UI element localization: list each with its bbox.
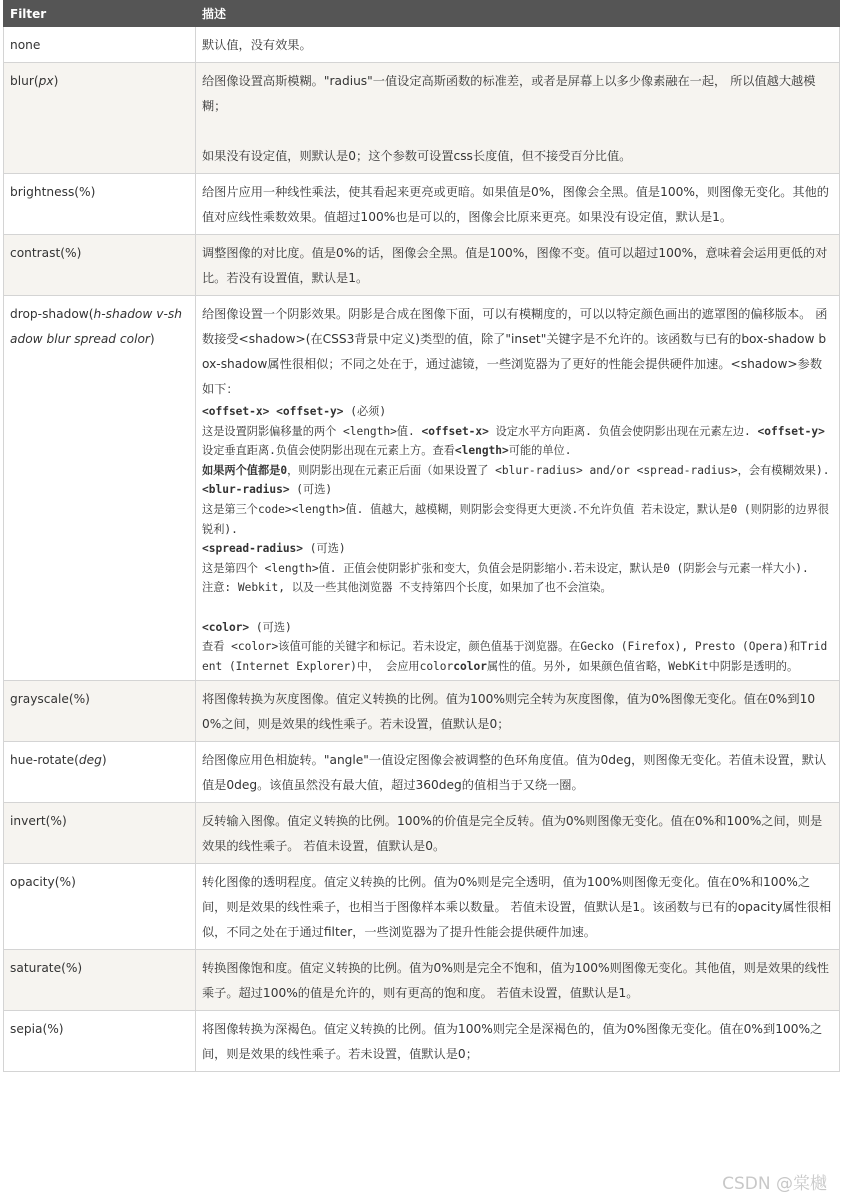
desc-text: 调整图像的对比度。值是0%的话，图像会全黑。值是100%，图像不变。值可以超过100%，意味着会运用更低的对比。若没有设置值，默认是1。 xyxy=(202,246,828,285)
desc-text: 如果没有设定值，则默认是0；这个参数可设置css长度值，但不接受百分比值。 xyxy=(202,149,632,163)
filter-name: brightness(%) xyxy=(4,174,196,235)
filter-description xyxy=(196,864,840,950)
table-row xyxy=(4,803,840,864)
desc-text: 给图像设置一个阴影效果。阴影是合成在图像下面，可以有模糊度的，可以以特定颜色画出的遮罩图的偏移版本。 函数接受<shadow>(在CSS3背景中定义)类型的值，除了"inset"关键字是不允许的。该函数与已有的box-shadow box-shadow属性很相似；不同之处在于，通过滤镜，一些浏览器为了更好的性能会提供硬件加速。<shadow>参数如下： xyxy=(202,307,828,396)
desc-text: 反转输入图像。值定义转换的比例。100%的价值是完全反转。值为0%则图像无变化。值在0%和100%之间，则是效果的线性乘子。 若值未设置，值默认是0。 xyxy=(202,814,823,854)
filter-name: opacity(%) xyxy=(4,864,196,950)
desc-text: 给图片应用一种线性乘法，使其看起来更亮或更暗。如果值是0%，图像会全黑。值是100%，则图像无变化。其他的值对应线性乘数效果。值超过100%也是可以的，图像会比原来更亮。如果没有设定值，默认是1。 xyxy=(202,185,829,224)
filter-name xyxy=(4,63,196,174)
filter-name xyxy=(4,742,196,803)
filter-table xyxy=(3,0,840,1072)
table-row xyxy=(4,296,840,681)
filter-name: sepia(%) xyxy=(4,1011,196,1072)
desc-text: 转化图像的透明程度。值定义转换的比例。值为0%则是完全透明，值为100%则图像无变化。值在0%和100%之间，则是效果的线性乘子，也相当于图像样本乘以数量。 若值未设置，值默认是1。该函数与已有的opacity属性很相似，不同之处在于通过filter，一些浏览器为了提升性能会提供硬件加速。 xyxy=(202,875,832,940)
name-param: deg xyxy=(78,753,102,768)
name-text: ) xyxy=(53,74,59,88)
table-header xyxy=(4,1,840,27)
table-row xyxy=(4,174,840,235)
filter-name: saturate(%) xyxy=(4,950,196,1011)
table-row xyxy=(4,681,840,742)
table-row xyxy=(4,63,840,174)
table-row xyxy=(4,742,840,803)
name-text: hue-rotate( xyxy=(10,753,79,768)
filter-name: none xyxy=(4,27,196,63)
filter-description xyxy=(196,63,840,174)
filter-description xyxy=(196,235,840,296)
desc-text: 给图像设置高斯模糊。"radius"一值设定高斯函数的标准差，或者是屏幕上以多少像素融在一起， 所以值越大越模糊； xyxy=(202,74,816,113)
header-description: 描述 xyxy=(196,1,840,27)
name-text: ) xyxy=(101,753,107,768)
name-param: px xyxy=(38,74,54,88)
table-row xyxy=(4,27,840,63)
filter-description xyxy=(196,1011,840,1072)
desc-text: 默认值，没有效果。 xyxy=(202,38,312,52)
desc-text: 给图像应用色相旋转。"angle"一值设定图像会被调整的色环角度值。值为0deg，则图像无变化。若值未设置，默认值是0deg。该值虽然没有最大值，超过360deg的值相当于又绕一圈。 xyxy=(202,753,827,793)
filter-description xyxy=(196,803,840,864)
filter-description xyxy=(196,174,840,235)
filter-name xyxy=(4,296,196,681)
table-row xyxy=(4,950,840,1011)
watermark: CSDN @棠樾 xyxy=(722,1174,827,1194)
name-text: ) xyxy=(149,332,155,346)
filter-description xyxy=(196,681,840,742)
filter-name: grayscale(%) xyxy=(4,681,196,742)
table-row xyxy=(4,864,840,950)
name-text: drop-shadow( xyxy=(10,307,94,321)
name-param: h-shadow v-shadow blur spread color xyxy=(10,307,182,346)
name-text: blur( xyxy=(10,74,39,88)
filter-name: contrast(%) xyxy=(4,235,196,296)
table-row xyxy=(4,1011,840,1072)
shadow-params: <offset-x> <offset-y> (必须) 这是设置阴影偏移量的两个 <length>值. <offset-x> 设定水平方向距离. 负值会使阴影出现在元素左边. <offset-y>设定垂直距离.负值会使阴影出现在元素上方。查看<length>可能的单位. 如果两个值都是0，则阴影出现在元素正后面（如果设置了 <blur-radius> and/or <spread-radius>，会有模糊效果). <blur-radius> (可选) 这是第三个code><length>值. 值越大，越模糊，则阴影会变得更大更淡.不允许负值 若未设定，默认是0 (则阴影的边界很锐利). <spread-radius> (可选) 这是第四个 <length>值. 正值会使阴影扩张和变大，负值会是阴影缩小.若未设定，默认是0 (阴影会与元素一样大小). 注意: Webkit, 以及一些其他浏览器 不支持第四个长度，如果加了也不会渲染。 <color> (可选) 查看 <color>该值可能的关键字和标记。若未设定，颜色值基于浏览器。在Gecko (Firefox), Presto (Opera)和Trident (Internet Explorer)中， 会应用colorcolor属性的值。另外, 如果颜色值省略，WebKit中阴影是透明的。 xyxy=(202,405,830,673)
table-row xyxy=(4,235,840,296)
filter-description xyxy=(196,296,840,681)
desc-text: 将图像转换为深褐色。值定义转换的比例。值为100%则完全是深褐色的，值为0%图像无变化。值在0%到100%之间，则是效果的线性乘子。若未设置，值默认是0； xyxy=(202,1022,823,1062)
filter-description xyxy=(196,27,840,63)
header-filter: Filter xyxy=(4,1,196,27)
desc-text: 将图像转换为灰度图像。值定义转换的比例。值为100%则完全转为灰度图像，值为0%图像无变化。值在0%到100%之间，则是效果的线性乘子。若未设置，值默认是0； xyxy=(202,692,816,732)
filter-description xyxy=(196,742,840,803)
filter-description xyxy=(196,950,840,1011)
filter-name: invert(%) xyxy=(4,803,196,864)
desc-text: 转换图像饱和度。值定义转换的比例。值为0%则是完全不饱和，值为100%则图像无变化。其他值，则是效果的线性乘子。超过100%的值是允许的，则有更高的饱和度。 若值未设置，值默认是1。 xyxy=(202,961,829,1001)
